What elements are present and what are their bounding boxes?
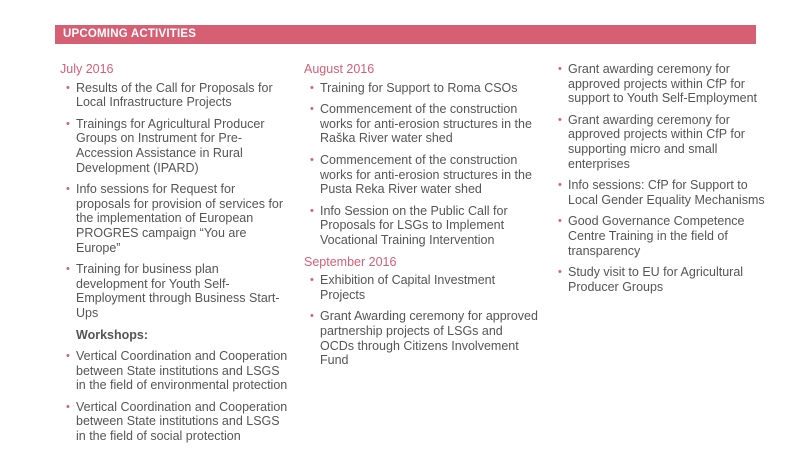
bullet-icon: • xyxy=(66,183,70,196)
list-item: • Vertical Coordination and Cooperation between State institutions and LSGS in the field of environmental protection xyxy=(66,349,288,393)
column-august-september xyxy=(304,60,540,375)
list-item: • Info sessions: CfP for Support to Local Gender Equality Mechanisms xyxy=(558,178,765,207)
list-item: • Info Session on the Public Call for Proposals for LSGs to Implement Vocational Training Intervention xyxy=(310,203,508,247)
workshops-heading: Workshops: xyxy=(76,327,148,342)
list-item: • Good Governance Competence Centre Training in the field of transparency xyxy=(558,214,745,258)
list-item: • Exhibition of Capital Investment Projects xyxy=(310,273,496,302)
list-item: • Commencement of the construction works for anti-erosion structures in the Pusta Reka River water shed xyxy=(310,152,532,197)
column-continued xyxy=(552,60,777,301)
bullet-icon: • xyxy=(558,113,562,126)
bullet-icon: • xyxy=(558,179,562,192)
bullet-icon: • xyxy=(310,81,314,94)
list-item: • Info sessions for Request for proposals for provision of services for the implementation of European PROGRES campaign “You are Europe” xyxy=(66,182,284,255)
bullet-icon: • xyxy=(310,310,314,323)
bullet-icon: • xyxy=(66,263,70,276)
bullet-icon: • xyxy=(66,350,70,363)
bullet-icon: • xyxy=(66,117,70,130)
bullet-icon: • xyxy=(558,266,562,279)
bullet-icon: • xyxy=(558,63,562,75)
bullet-icon: • xyxy=(310,274,314,287)
list-item: • Grant awarding ceremony for approved projects within CfP for support to Youth Self-Employment xyxy=(558,62,758,106)
month-heading: July 2016 xyxy=(60,62,114,76)
list-item: • Training for business plan development for Youth Self-Employment through Business Start-Ups xyxy=(66,262,280,320)
list-item: • Study visit to EU for Agricultural Producer Groups xyxy=(558,265,744,294)
list-item: • Commencement of the construction works for anti-erosion structures in the Raška River water shed xyxy=(310,102,532,146)
month-heading: September 2016 xyxy=(304,254,397,269)
list-item: • Trainings for Agricultural Producer Groups on Instrument for Pre-Accession Assistance in Rural Development (IPARD) xyxy=(66,116,265,175)
list-item: • Training for Support to Roma CSOs xyxy=(310,80,518,95)
bullet-icon: • xyxy=(310,103,314,116)
bullet-icon: • xyxy=(310,204,314,217)
bullet-icon: • xyxy=(310,153,314,166)
list-item: • Grant Awarding ceremony for approved partnership projects of LSGs and OCDs through Citizens Involvement Fund xyxy=(310,309,538,368)
list-item: • Results of the Call for Proposals for Local Infrastructure Projects xyxy=(66,80,273,110)
bullet-icon: • xyxy=(66,81,70,94)
bullet-icon: • xyxy=(66,400,70,413)
section-header: UPCOMING ACTIVITIES xyxy=(55,25,756,44)
list-item: • Grant awarding ceremony for approved projects within CfP for supporting micro and small enterprises xyxy=(558,112,745,171)
list-item: • Vertical Coordination and Cooperation between State institutions and LSGS in the field of social protection xyxy=(66,399,288,444)
bullet-icon: • xyxy=(558,215,562,228)
month-heading: August 2016 xyxy=(304,62,375,76)
column-july xyxy=(60,60,292,451)
